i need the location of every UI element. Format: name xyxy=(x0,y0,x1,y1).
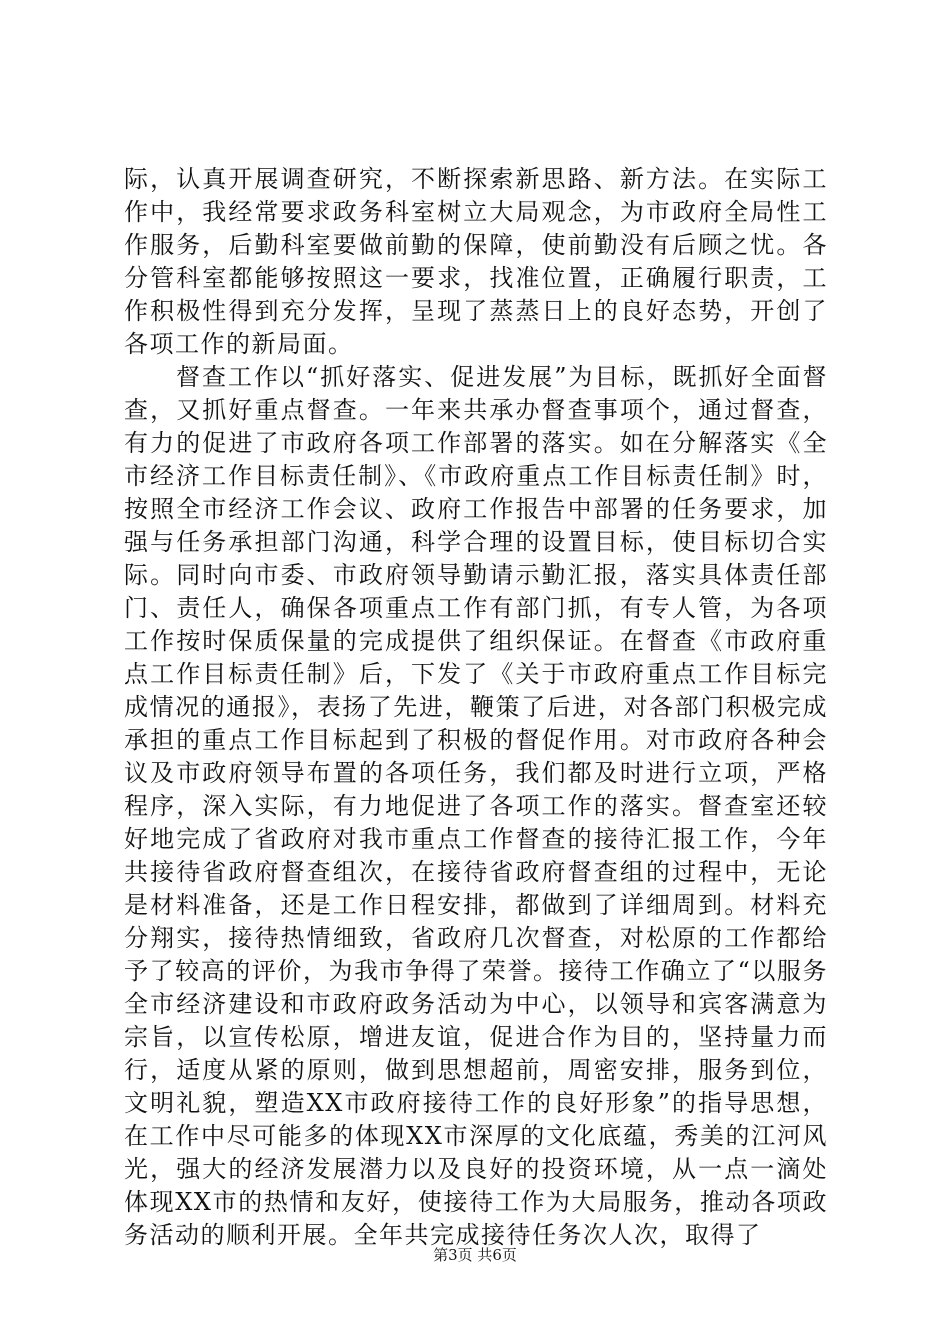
body-text xyxy=(124,163,828,1252)
paragraph-2: 督查工作以“抓好落实、促进发展”为目标，既抓好全面督查，又抓好重点督查。一年来共承办督查事项个，通过督查，有力的促进了市政府各项工作部署的落实。如在分解落实《全市经济工作目标责任制》、《市政府重点工作目标责任制》时，按照全市经济工作会议、政府工作报告中部署的任务要求，加强与任务承担部门沟通，科学合理的设置目标，使目标切合实际。同时向市委、市政府领导勤请示勤汇报，落实具体责任部门、责任人，确保各项重点工作有部门抓，有专人管，为各项工作按时保质保量的完成提供了组织保证。在督查《市政府重点工作目标责任制》后，下发了《关于市政府重点工作目标完成情况的通报》，表扬了先进，鞭策了后进，对各部门积极完成承担的重点工作目标起到了积极的督促作用。对市政府各种会议及市政府领导布置的各项任务，我们都及时进行立项，严格程序，深入实际，有力地促进了各项工作的落实。督查室还较好地完成了省政府对我市重点工作督查的接待汇报工作，今年共接待省政府督查组次，在接待省政府督查组的过程中，无论是材料准备，还是工作日程安排，都做到了详细周到。材料充分翔实，接待热情细致，省政府几次督查，对松原的工作都给予了较高的评价，为我市争得了荣誉。接待工作确立了“以服务全市经济建设和市政府政务活动为中心，以领导和宾客满意为宗旨，以宣传松原，增进友谊，促进合作为目的，坚持量力而行，适度从紧的原则，做到思想超前，周密安排，服务到位，文明礼貌，塑造XX市政府接待工作的良好形象”的指导思想，在工作中尽可能多的体现XX市深厚的文化底蕴，秀美的江河风光，强大的经济发展潜力以及良好的投资环境，从一点一滴处体现XX市的热情和友好，使接待工作为大局服务，推动各项政务活动的顺利开展。全年共完成接待任务次人次，取得了 xyxy=(124,363,828,1249)
paragraph-1: 际，认真开展调查研究，不断探索新思路、新方法。在实际工作中，我经常要求政务科室树立大局观念，为市政府全局性工作服务，后勤科室要做前勤的保障，使前勤没有后顾之忧。各分管科室都能够按照这一要求，找准位置，正确履行职责，工作积极性得到充分发挥，呈现了蒸蒸日上的良好态势，开创了各项工作的新局面。 xyxy=(124,165,828,358)
page-footer: 第3页 共6页 xyxy=(433,1246,517,1264)
